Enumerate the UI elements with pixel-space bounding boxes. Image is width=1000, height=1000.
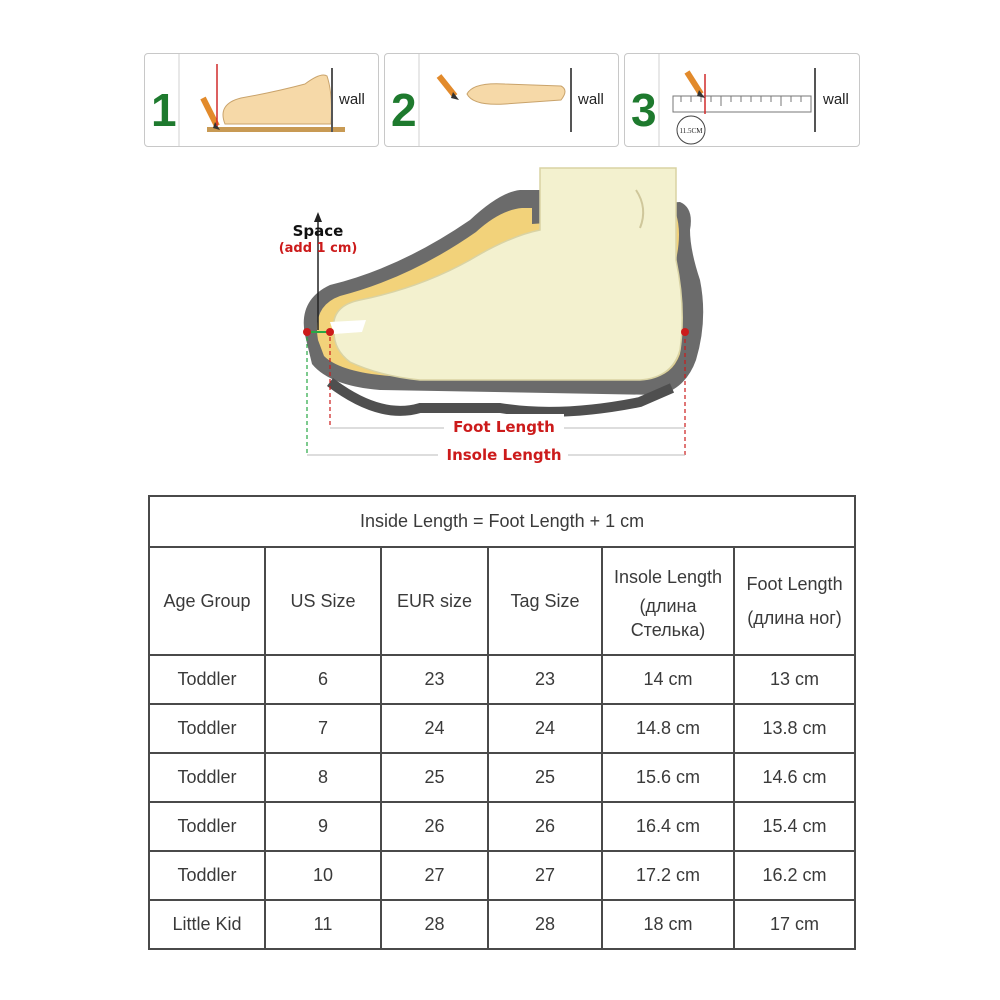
header-foot-length-en: Foot Length (746, 574, 843, 594)
cell-us-size: 9 (265, 802, 381, 851)
foot-length-label: Foot Length (453, 418, 555, 436)
step-3-panel (624, 53, 860, 147)
cell-eur-size: 26 (381, 802, 488, 851)
header-foot-length (734, 547, 855, 655)
table-caption-row (149, 496, 855, 547)
header-foot-length-ru: (длина ног) (747, 608, 842, 628)
cell-tag-size: 24 (488, 704, 602, 753)
cell-us-size: 8 (265, 753, 381, 802)
wall-label: wall (339, 91, 365, 108)
cell-us-size: 6 (265, 655, 381, 704)
toe-marker (326, 328, 334, 336)
cell-insole-length: 15.6 cm (602, 753, 734, 802)
space-label: Space (292, 222, 344, 240)
cell-foot-length: 17 cm (734, 900, 855, 949)
header-us-size: US Size (265, 547, 381, 655)
foot-side-view (223, 75, 332, 124)
space-arrow-head (314, 212, 322, 222)
cell-age-group: Toddler (149, 655, 265, 704)
cell-foot-length: 16.2 cm (734, 851, 855, 900)
foot-top-view (467, 84, 565, 105)
header-tag-size: Tag Size (488, 547, 602, 655)
size-chart-table (148, 495, 856, 950)
table-row (149, 802, 855, 851)
cell-tag-size: 27 (488, 851, 602, 900)
table-row (149, 851, 855, 900)
cell-insole-length: 14 cm (602, 655, 734, 704)
cell-tag-size: 28 (488, 900, 602, 949)
cell-eur-size: 24 (381, 704, 488, 753)
shoe-cross-section-diagram (0, 150, 1000, 470)
cell-foot-length: 13 cm (734, 655, 855, 704)
cell-insole-length: 14.8 cm (602, 704, 734, 753)
wall-label: wall (823, 91, 849, 108)
cell-tag-size: 23 (488, 655, 602, 704)
step-1-panel (144, 53, 379, 147)
cell-age-group: Little Kid (149, 900, 265, 949)
cell-insole-length: 16.4 cm (602, 802, 734, 851)
cell-age-group: Toddler (149, 802, 265, 851)
wall-label: wall (578, 91, 604, 108)
space-label-block (268, 222, 368, 258)
cell-insole-length: 17.2 cm (602, 851, 734, 900)
step-number: 1 (151, 84, 177, 136)
cell-age-group: Toddler (149, 851, 265, 900)
cell-us-size: 7 (265, 704, 381, 753)
step-number: 3 (631, 84, 657, 136)
cell-tag-size: 25 (488, 753, 602, 802)
pencil-icon (439, 76, 459, 100)
toe-marker (303, 328, 311, 336)
cell-us-size: 10 (265, 851, 381, 900)
cell-age-group: Toddler (149, 753, 265, 802)
cell-eur-size: 27 (381, 851, 488, 900)
table-header-row (149, 547, 855, 655)
cell-eur-size: 28 (381, 900, 488, 949)
header-age-group: Age Group (149, 547, 265, 655)
heel-marker (681, 328, 689, 336)
space-note: (add 1 cm) (278, 241, 358, 256)
cell-tag-size: 26 (488, 802, 602, 851)
header-eur-size: EUR size (381, 547, 488, 655)
step-number: 2 (391, 84, 417, 136)
table-row (149, 704, 855, 753)
cell-us-size: 11 (265, 900, 381, 949)
cell-eur-size: 23 (381, 655, 488, 704)
pencil-icon (687, 72, 705, 98)
cell-eur-size: 25 (381, 753, 488, 802)
table-row (149, 753, 855, 802)
insole-length-label: Insole Length (446, 446, 562, 464)
header-insole-length-ru: (длина Стелька) (630, 596, 706, 640)
header-insole-length (602, 547, 734, 655)
cell-foot-length: 13.8 cm (734, 704, 855, 753)
step-2-panel (384, 53, 619, 147)
ruler (673, 96, 811, 112)
table-row (149, 655, 855, 704)
cell-foot-length: 14.6 cm (734, 753, 855, 802)
cell-age-group: Toddler (149, 704, 265, 753)
toe-space (330, 320, 366, 334)
header-insole-length-en: Insole Length (613, 567, 723, 587)
floor-line (207, 127, 345, 132)
table-caption: Inside Length = Foot Length + 1 cm (149, 496, 855, 547)
table-row (149, 900, 855, 949)
cell-foot-length: 15.4 cm (734, 802, 855, 851)
cell-insole-length: 18 cm (602, 900, 734, 949)
ruler-reading: 11.5CM (679, 127, 703, 135)
